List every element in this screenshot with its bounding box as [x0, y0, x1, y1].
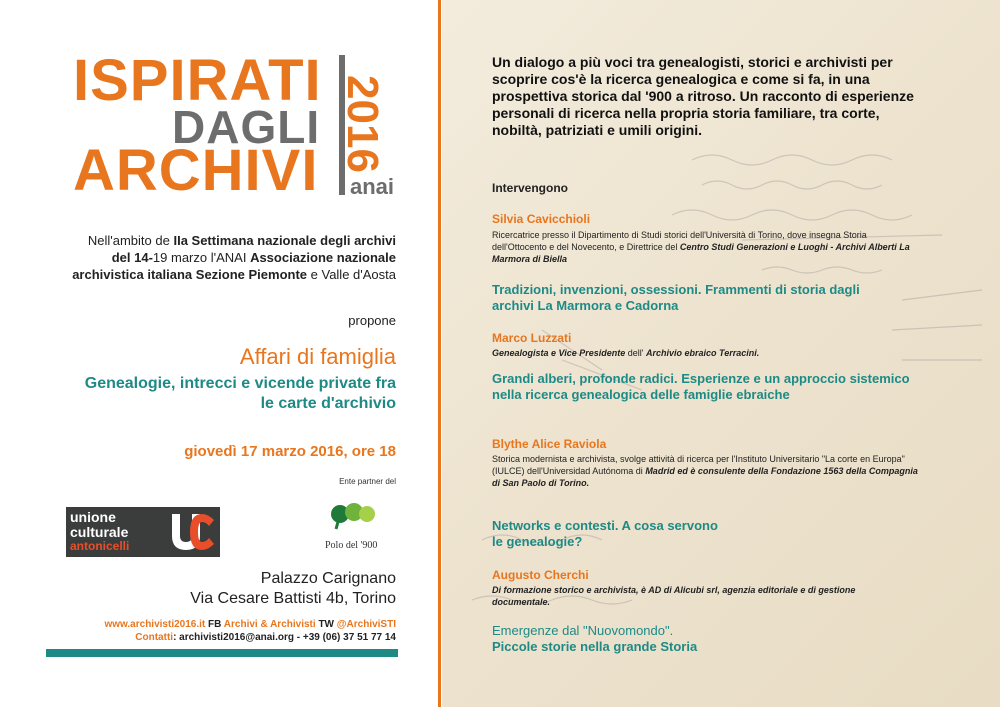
speaker-1-desc	[492, 229, 922, 265]
venue	[190, 569, 396, 609]
logo-anai: anai	[350, 174, 395, 199]
speaker-3-desc-text: Storica modernista e archivista, svolge attività di ricerca per l'Instituto Universitario "La corte en Europa" (IULCE) dell'Universidad Autónoma di	[492, 454, 905, 476]
fb-label: FB	[208, 619, 222, 630]
speaker-4-talk	[492, 623, 922, 655]
speaker-4-desc-italic: Di formazione storico e archivista, è AD di Alicubi srl, agenzia editoriale e di gestione documentale.	[492, 585, 856, 607]
speaker-2-desc-mid: dell'	[627, 348, 644, 358]
website-link[interactable]: www.archivisti2016.it	[104, 619, 206, 630]
intro-text	[66, 232, 396, 283]
uc-line2: culturale	[70, 524, 129, 540]
fb-link[interactable]: Archivi & Archivisti	[223, 619, 316, 630]
propone-text: propone	[348, 313, 396, 328]
bottom-accent-bar	[46, 649, 398, 657]
venue-address: Via Cesare Battisti 4b, Torino	[190, 590, 396, 607]
unione-culturale-logo	[66, 507, 220, 557]
partner-label: Ente partner del	[339, 477, 396, 486]
logo-line-dagli: DAGLI	[172, 101, 321, 153]
speaker-1-name: Silvia Cavicchioli	[492, 212, 591, 226]
contacts	[46, 618, 396, 644]
polo-del-900-icon	[330, 500, 376, 530]
speaker-1-talk: Tradizioni, invenzioni, ossessioni. Frammenti di storia dagli archivi La Marmora e Cadorna	[492, 282, 860, 313]
speaker-3-talk: Networks e contesti. A cosa servono le genealogie?	[492, 518, 718, 549]
speaker-4-desc	[492, 584, 912, 608]
event-date: giovedì 17 marzo 2016, ore 18	[184, 443, 396, 460]
speaker-2-name: Marco Luzzati	[492, 331, 572, 345]
polo-del-900-label: Polo del '900	[325, 540, 378, 551]
speaker-4-talk-line2: Piccole storie nella grande Storia	[492, 639, 698, 654]
speaker-1-desc-text: Ricercatrice presso il Dipartimento di Studi storici dell'Università di Torino, dove insegna Storia dell'Ottocento e del Novecento, e Direttrice del	[492, 230, 867, 252]
speaker-2-desc-italic: Genealogista e Vice Presidente	[492, 348, 626, 358]
orange-divider	[438, 0, 441, 707]
event-subtitle: Genealogie, intrecci e vicende private fra le carte d'archivio	[84, 375, 396, 412]
dialogue-intro: Un dialogo a più voci tra genealogisti, storici e archivisti per scoprire cos'è la ricerca genealogica e come si fa, in una prospettiva storica dal '900 a ritroso. Un racconto di esperienze personali di ricerca nella propria storia familiare, tra corte, nobiltà, patriziati e umili origini.	[492, 54, 914, 138]
intro-part5: e Valle d'Aosta	[310, 267, 396, 282]
speaker-2-talk: Grandi alberi, profonde radici. Esperienze e un approccio sistemico nella ricerca genealogica delle famiglie ebraiche	[492, 371, 910, 402]
intro-part3: 19 marzo l'ANAI	[152, 250, 247, 265]
uc-line1: unione	[70, 509, 116, 525]
speaker-2-desc-italic2: Archivio ebraico Terracini.	[646, 348, 760, 358]
uc-line3: antonicelli	[70, 539, 130, 553]
venue-name: Palazzo Carignano	[260, 570, 396, 587]
tw-label: TW	[318, 619, 334, 630]
speaker-3-name: Blythe Alice Raviola	[492, 437, 607, 451]
tw-link[interactable]: @ArchiviSTI	[336, 619, 396, 630]
uc-mark-icon	[170, 510, 216, 554]
speaker-4-name: Augusto Cherchi	[492, 568, 589, 582]
intro-part2: IIa Settimana nazionale degli archivi del 14-	[111, 233, 396, 265]
contacts-details[interactable]: : archivisti2016@anai.org - +39 (06) 37 51 77 14	[173, 632, 396, 643]
speaker-3-desc	[492, 453, 922, 489]
logo-line-ispirati: ISPIRATI	[73, 48, 322, 113]
intro-part1: Nell'ambito de	[87, 233, 170, 248]
speaker-1-desc-italic: Centro Studi Generazioni e Luoghi - Archivi Alberti La Marmora di Biella	[492, 242, 910, 264]
speaker-2-desc	[492, 347, 922, 359]
event-title: Affari di famiglia	[239, 344, 396, 369]
intro-part4: Associazione nazionale archivistica italiana Sezione Piemonte	[72, 250, 396, 282]
logo-line-archivi: ARCHIVI	[73, 138, 319, 203]
left-panel	[0, 0, 440, 707]
speaker-4-talk-line1: Emergenze dal "Nuovomondo".	[492, 623, 674, 638]
logo-year: 2016	[338, 75, 387, 173]
speaker-3-desc-italic: Madrid ed è consulente della Fondazione 1563 della Compagnia di San Paolo di Torino.	[492, 466, 918, 488]
contacts-label: Contatti	[135, 632, 174, 643]
intervengono-heading: Intervengono	[492, 181, 569, 195]
